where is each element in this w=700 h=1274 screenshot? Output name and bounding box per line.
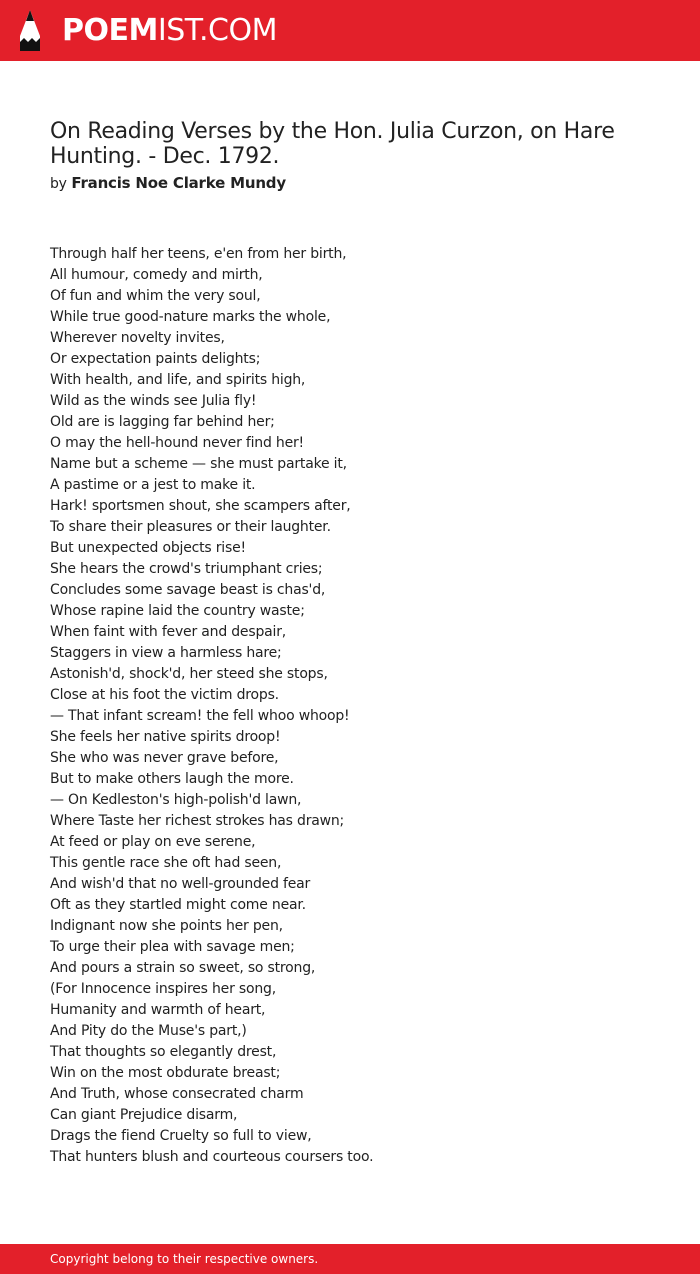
poem-line: Through half her teens, e'en from her birth, [50,246,347,262]
by-label: by [50,176,67,192]
poem-line: A pastime or a jest to make it. [50,477,256,493]
poem-line: While true good-nature marks the whole, [50,309,331,325]
poem-line: Old are is lagging far behind her; [50,414,275,430]
poem-line: Drags the fiend Cruelty so full to view, [50,1128,312,1144]
logo-text-light: IST.COM [157,13,277,48]
author-link[interactable]: Francis Noe Clarke Mundy [71,174,286,192]
poem-line: Where Taste her richest strokes has drawn; [50,813,345,829]
poem-line: Humanity and warmth of heart, [50,1002,266,1018]
poem-line: Of fun and whim the very soul, [50,288,261,304]
poem-line: And Truth, whose consecrated charm [50,1086,304,1102]
poem-line: Name but a scheme — she must partake it, [50,456,347,472]
poem-line: To share their pleasures or their laughter. [50,519,331,535]
poem-line: Staggers in view a harmless hare; [50,645,282,661]
logo-text-bold: POEM [62,13,158,48]
poem-header [50,119,650,194]
poem-line: And wish'd that no well-grounded fear [50,876,311,892]
poem-line: But unexpected objects rise! [50,540,246,556]
poem-title: On Reading Verses by the Hon. Julia Curzon, on Hare Hunting. - Dec. 1792. [50,119,615,169]
poem-line: But to make others laugh the more. [50,771,294,787]
poem-body [50,244,670,1168]
poem-line: O may the hell-hound never find her! [50,435,304,451]
poem-line: Wild as the winds see Julia fly! [50,393,257,409]
poem-line: Whose rapine laid the country waste; [50,603,305,619]
poem-line: That thoughts so elegantly drest, [50,1044,277,1060]
site-logo-link[interactable] [62,13,277,49]
poem-line: — On Kedleston's high-polish'd lawn, [50,792,302,808]
poem-line: That hunters blush and courteous coursers too. [50,1149,374,1165]
poem-line: Oft as they startled might come near. [50,897,306,913]
poem-line: Or expectation paints delights; [50,351,261,367]
poem-line: With health, and life, and spirits high, [50,372,306,388]
poem-line: Concludes some savage beast is chas'd, [50,582,326,598]
poem-line: (For Innocence inspires her song, [50,981,276,997]
poem-line: And pours a strain so sweet, so strong, [50,960,316,976]
poem-line: Hark! sportsmen shout, she scampers after, [50,498,351,514]
site-header [0,0,700,61]
poem-line: All humour, comedy and mirth, [50,267,263,283]
poem-line: She feels her native spirits droop! [50,729,281,745]
poem-line: Indignant now she points her pen, [50,918,283,934]
poem-line: When faint with fever and despair, [50,624,287,640]
poem-line: This gentle race she oft had seen, [50,855,282,871]
poem-line: Can giant Prejudice disarm, [50,1107,238,1123]
poem-line: To urge their plea with savage men; [50,939,295,955]
site-footer [0,1244,700,1274]
poem-line: At feed or play on eve serene, [50,834,256,850]
poem-line: Astonish'd, shock'd, her steed she stops, [50,666,328,682]
poem-line: Win on the most obdurate breast; [50,1065,281,1081]
poem-line: Wherever novelty invites, [50,330,225,346]
copyright-text: Copyright belong to their respective owners. [50,1252,319,1266]
byline [50,173,650,194]
poem-line: She hears the crowd's triumphant cries; [50,561,323,577]
poem-line: She who was never grave before, [50,750,279,766]
poem-line: — That infant scream! the fell whoo whoop! [50,708,350,724]
poem-line: And Pity do the Muse's part,) [50,1023,247,1039]
poem-line: Close at his foot the victim drops. [50,687,279,703]
pencil-tip-icon [18,10,42,51]
